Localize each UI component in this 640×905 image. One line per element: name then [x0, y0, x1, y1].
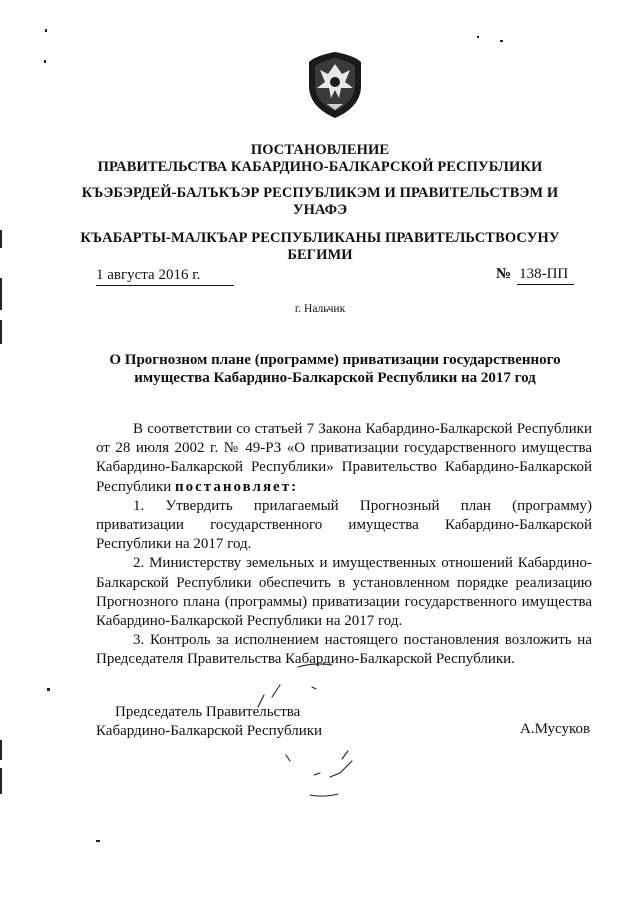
title-line1: О Прогнозном плане (программе) приватизации государственного	[109, 352, 561, 368]
header-balkar-line1: КЪАБАРТЫ-МАЛКЪАР РЕСПУБЛИКАНЫ ПРАВИТЕЛЬСТВОСУНУ	[80, 230, 560, 246]
document-date: 1 августа 2016 г.	[96, 267, 234, 286]
city: г. Нальчик	[294, 303, 346, 315]
number-label: №	[496, 266, 512, 282]
header-government: ПРАВИТЕЛЬСТВА КАБАРДИНО-БАЛКАРСКОЙ РЕСПУБЛИКИ	[97, 159, 543, 175]
signatory-position	[96, 703, 322, 741]
decree-word: постановляет:	[175, 478, 299, 495]
intro-text: В соответствии со статьей 7 Закона Кабардино-Балкарской Республики от 28 июля 2002 г. № 49-РЗ «О приватизации государственного имущества Кабардино-Балкарской Республики» Правительство Кабардино-Балкарской Республики	[96, 421, 592, 495]
intro-paragraph	[96, 420, 592, 497]
item-1: 1. Утвердить прилагаемый Прогнозный план (программу) приватизации государственного имущества Кабардино-Балкарской Республики на 2017 год.	[96, 497, 592, 553]
header-kabardian-line2: УНАФЭ	[292, 202, 348, 218]
header-balkar-line2: БЕГИМИ	[287, 247, 353, 263]
document-number	[496, 266, 574, 285]
coat-of-arms-emblem	[305, 50, 365, 120]
document-body	[96, 420, 592, 670]
title-line2: имущества Кабардино-Балкарской Республики на 2017 год	[134, 370, 536, 386]
header-title: ПОСТАНОВЛЕНИЕ	[250, 142, 390, 158]
header-kabardian-line1: КЪЭБЭРДЕЙ-БАЛЪКЪЭР РЕСПУБЛИКЭМ И ПРАВИТЕЛЬСТВЭМ И	[81, 185, 559, 201]
number-value: 138-ПП	[517, 266, 574, 285]
signatory-name: А.Мусуков	[520, 721, 591, 737]
item-3: 3. Контроль за исполнением настоящего постановления возложить на Председателя Правительства Кабардино-Балкарской Республики.	[96, 632, 592, 668]
signatory-position-line2: Кабардино-Балкарской Республики	[96, 723, 323, 739]
signatory-position-line1: Председатель Правительства	[115, 704, 301, 720]
item-2: 2. Министерству земельных и имущественных отношений Кабардино-Балкарской Республики обеспечить в установленном порядке реализацию Прогнозного плана (программы) приватизации государственного имущества Кабардино-Балкарской Республики на 2017 год.	[96, 555, 592, 630]
document-title	[100, 351, 570, 387]
